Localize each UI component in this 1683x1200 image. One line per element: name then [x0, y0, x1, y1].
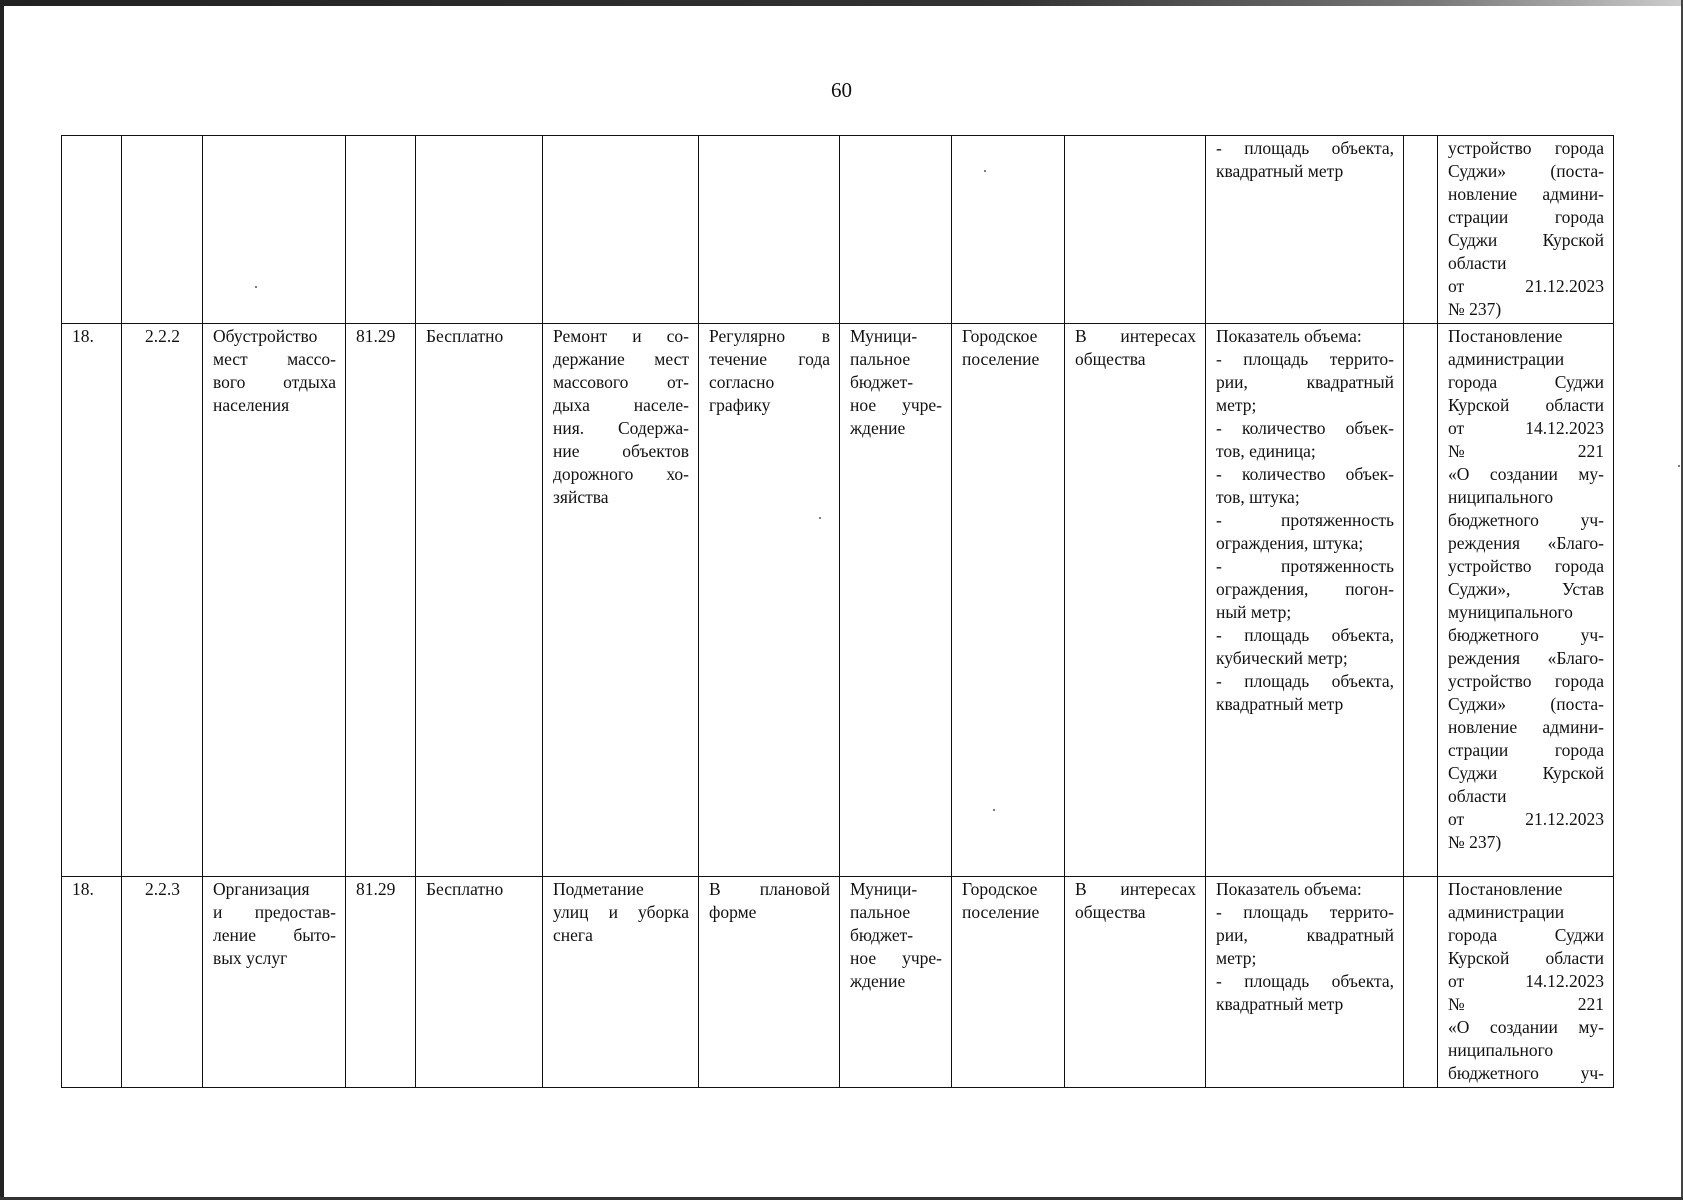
text-line: Суджи Курской [1448, 763, 1604, 783]
cell-blank [1404, 877, 1438, 1088]
cell-name [203, 877, 346, 1088]
text-line: рии, квадратный [1216, 372, 1394, 392]
payment-type: Бесплатно [426, 879, 504, 899]
text-line: администрации [1448, 349, 1565, 369]
scan-speck [255, 286, 257, 288]
text-line: - площадь объекта, [1216, 138, 1394, 158]
text-line: Ремонт и со- [553, 326, 689, 346]
text-line: № 237) [1448, 299, 1502, 319]
cell-provider [840, 877, 952, 1088]
text-line: Суджи Курской [1448, 230, 1604, 250]
table-row [62, 324, 1614, 877]
text-line: - количество объек- [1216, 418, 1394, 438]
text-line: метр; [1216, 395, 1257, 415]
text-line: страции города [1448, 740, 1604, 760]
text-line: Обустройство [213, 326, 318, 346]
scan-speck [1678, 465, 1680, 467]
cell-recipients [1065, 877, 1206, 1088]
text-line: новление админи- [1448, 184, 1604, 204]
text-line: вых услуг [213, 948, 288, 968]
cell-territory [952, 136, 1065, 324]
text-line: Показатель объема: [1216, 879, 1362, 899]
scan-edge-left [0, 0, 4, 1200]
text-line: тов, штука; [1216, 487, 1300, 507]
text-line: устройство города [1448, 671, 1604, 691]
cell-recipients [1065, 136, 1206, 324]
text-line: кубический метр; [1216, 648, 1348, 668]
text-line: квадратный метр [1216, 161, 1344, 181]
text-line: пальное [850, 349, 911, 369]
text-line: бюджет- [850, 925, 914, 945]
text-line: ния. Содержа- [553, 418, 689, 438]
text-line: зяйства [553, 487, 609, 507]
cell-indicator [1206, 136, 1404, 324]
cell-okved [346, 877, 416, 1088]
cell-frequency [699, 136, 840, 324]
text-line: Регулярно в [709, 326, 830, 346]
text-line: Показатель объема: [1216, 326, 1362, 346]
text-line: ниципального [1448, 487, 1554, 507]
text-line: ное учре- [850, 395, 942, 415]
scan-speck [819, 517, 821, 519]
scan-edge-top [0, 0, 1683, 6]
cell-content [543, 136, 699, 324]
text-line: - площадь объекта, [1216, 625, 1394, 645]
text-line: - количество объек- [1216, 464, 1394, 484]
text-line: В интересах [1075, 879, 1196, 899]
cell-payment [416, 324, 543, 877]
cell-payment [416, 136, 543, 324]
text-line: города Суджи [1448, 925, 1604, 945]
text-line: дорожного хо- [553, 464, 689, 484]
cell-okved [346, 136, 416, 324]
text-line: Городское [962, 326, 1038, 346]
text-line: новление админи- [1448, 717, 1604, 737]
cell-code [122, 877, 203, 1088]
cell-name [203, 136, 346, 324]
text-line: - площадь объекта, [1216, 971, 1394, 991]
text-line: населения [213, 395, 290, 415]
text-line: бюджетного уч- [1448, 510, 1604, 530]
text-line: ный метр; [1216, 602, 1292, 622]
text-line: В плановой [709, 879, 830, 899]
cell-legal-basis [1438, 324, 1614, 877]
okved-code: 81.29 [356, 879, 396, 899]
text-line: держание мест [553, 349, 689, 369]
text-line: поселение [962, 349, 1040, 369]
cell-num [62, 324, 122, 877]
text-line: - площадь террито- [1216, 349, 1394, 369]
text-line: Курской области [1448, 948, 1604, 968]
text-line: Организация [213, 879, 310, 899]
text-line: общества [1075, 902, 1146, 922]
text-line: согласно [709, 372, 775, 392]
text-line: от 21.12.2023 [1448, 809, 1604, 829]
cell-blank [1404, 136, 1438, 324]
text-line: метр; [1216, 948, 1257, 968]
text-line: - протяженность [1216, 556, 1394, 576]
cell-frequency [699, 877, 840, 1088]
text-line: Суджи» (поста- [1448, 694, 1604, 714]
cell-num [62, 136, 122, 324]
text-line: Курской области [1448, 395, 1604, 415]
cell-payment [416, 877, 543, 1088]
text-line: - протяженность [1216, 510, 1394, 530]
text-line: области [1448, 786, 1507, 806]
text-line: дыха населе- [553, 395, 689, 415]
text-line: № 221 [1448, 441, 1604, 461]
text-line: - площадь объекта, [1216, 671, 1394, 691]
text-line: Постановление [1448, 326, 1563, 346]
okved-code: 81.29 [356, 326, 396, 346]
cell-indicator [1206, 877, 1404, 1088]
text-line: муниципального [1448, 602, 1573, 622]
cell-code [122, 136, 203, 324]
table-row [62, 877, 1614, 1088]
text-line: Муници- [850, 879, 918, 899]
text-line: массового от- [553, 372, 689, 392]
page-number: 60 [831, 78, 852, 102]
text-line: ждение [850, 971, 906, 991]
scan-speck [993, 809, 995, 811]
cell-territory [952, 877, 1065, 1088]
text-line: от 14.12.2023 [1448, 971, 1604, 991]
table-row-continuation [62, 136, 1614, 324]
text-line: рии, квадратный [1216, 925, 1394, 945]
service-code: 2.2.3 [145, 879, 180, 899]
text-line: улиц и уборка [553, 902, 689, 922]
text-line: квадратный метр [1216, 694, 1344, 714]
cell-frequency [699, 324, 840, 877]
cell-indicator [1206, 324, 1404, 877]
cell-content [543, 324, 699, 877]
cell-name [203, 324, 346, 877]
text-line: устройство города [1448, 138, 1604, 158]
text-line: ное учре- [850, 948, 942, 968]
text-line: «О создании му- [1448, 1017, 1604, 1037]
cell-legal-basis [1438, 136, 1614, 324]
text-line: «О создании му- [1448, 464, 1604, 484]
text-line: устройство города [1448, 556, 1604, 576]
cell-okved [346, 324, 416, 877]
text-line: графику [709, 395, 771, 415]
payment-type: Бесплатно [426, 326, 504, 346]
row-number: 18. [72, 879, 94, 899]
text-line: общества [1075, 349, 1146, 369]
text-line: реждения «Благо- [1448, 648, 1604, 668]
text-line: вого отдыха [213, 372, 336, 392]
text-line: Подметание [553, 879, 644, 899]
cell-legal-basis [1438, 877, 1614, 1088]
text-line: области [1448, 253, 1507, 273]
text-line: Суджи» (поста- [1448, 161, 1604, 181]
scan-speck [984, 170, 986, 172]
text-line: квадратный метр [1216, 994, 1344, 1014]
service-code: 2.2.2 [145, 326, 180, 346]
text-line: реждения «Благо- [1448, 533, 1604, 553]
text-line: ление быто- [213, 925, 336, 945]
text-line: и предостав- [213, 902, 336, 922]
text-line: тов, единица; [1216, 441, 1316, 461]
cell-provider [840, 136, 952, 324]
text-line: администрации [1448, 902, 1565, 922]
cell-code [122, 324, 203, 877]
text-line: ниципального [1448, 1040, 1554, 1060]
cell-provider [840, 324, 952, 877]
text-line: бюджетного уч- [1448, 1063, 1604, 1083]
text-line: № 237) [1448, 832, 1502, 852]
text-line: города Суджи [1448, 372, 1604, 392]
text-line: страции города [1448, 207, 1604, 227]
text-line: поселение [962, 902, 1040, 922]
cell-territory [952, 324, 1065, 877]
text-line: снега [553, 925, 593, 945]
text-line: - площадь террито- [1216, 902, 1394, 922]
cell-content [543, 877, 699, 1088]
cell-blank [1404, 324, 1438, 877]
services-table [61, 135, 1614, 1088]
text-line: мест массо- [213, 349, 336, 369]
text-line: В интересах [1075, 326, 1196, 346]
text-line: от 14.12.2023 [1448, 418, 1604, 438]
text-line: Городское [962, 879, 1038, 899]
text-line: Постановление [1448, 879, 1563, 899]
text-line: ограждения, погон- [1216, 579, 1394, 599]
text-line: от 21.12.2023 [1448, 276, 1604, 296]
cell-recipients [1065, 324, 1206, 877]
text-line: пальное [850, 902, 911, 922]
text-line: форме [709, 902, 757, 922]
text-line: ние объектов [553, 441, 689, 461]
cell-num [62, 877, 122, 1088]
text-line: бюджетного уч- [1448, 625, 1604, 645]
text-line: течение года [709, 349, 830, 369]
text-line: ограждения, штука; [1216, 533, 1364, 553]
text-line: № 221 [1448, 994, 1604, 1014]
text-line: ждение [850, 418, 906, 438]
text-line: бюджет- [850, 372, 914, 392]
row-number: 18. [72, 326, 94, 346]
text-line: Суджи», Устав [1448, 579, 1604, 599]
text-line: Муници- [850, 326, 918, 346]
